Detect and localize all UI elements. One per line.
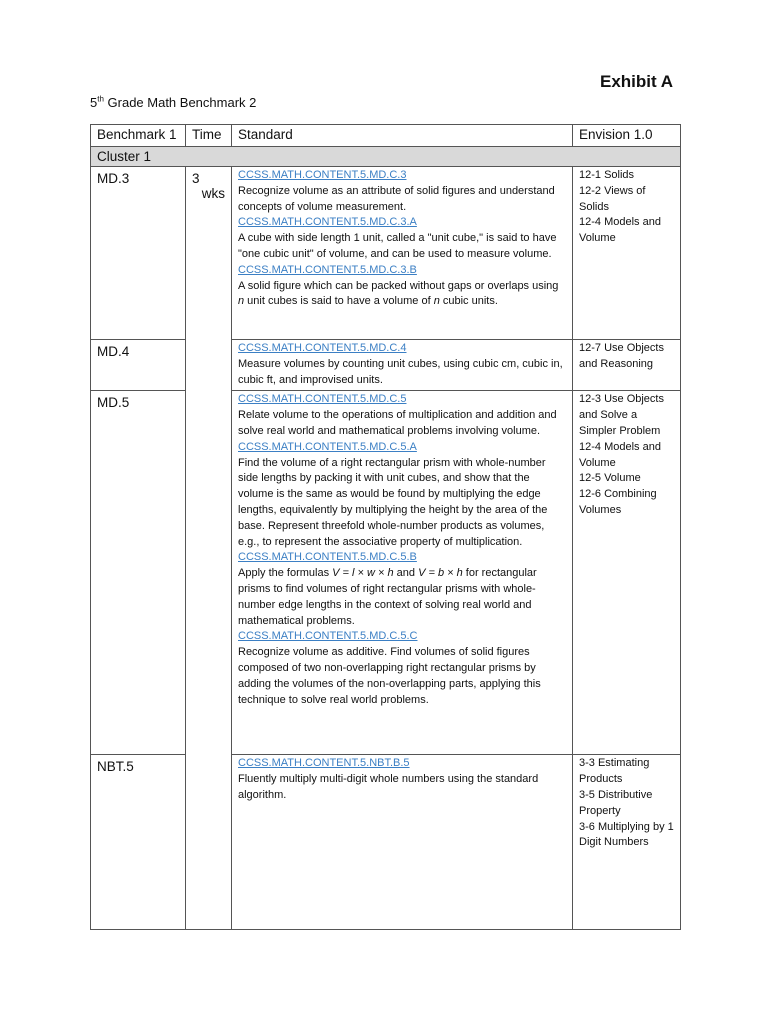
envision-lesson: 12-2 Views of Solids	[579, 184, 646, 213]
envision-lesson: 12-6 Combining Volumes	[579, 488, 657, 516]
italic-variable: n	[238, 295, 245, 308]
formula: V = l × w × h	[332, 567, 394, 580]
standard-text: Relate volume to the operations of multiplication and addition and solve real world and mathematical problems involving volume.	[238, 409, 557, 437]
cluster-row	[91, 147, 681, 167]
text-part: Apply the formulas	[238, 567, 333, 580]
standard-link[interactable]: CCSS.MATH.CONTENT.5.MD.C.5.C	[238, 630, 418, 643]
standard-text	[238, 279, 566, 311]
envision-cell	[573, 167, 681, 340]
standard-link[interactable]: CCSS.MATH.CONTENT.5.MD.C.5	[238, 393, 407, 406]
standard-link[interactable]: CCSS.MATH.CONTENT.5.MD.C.4	[238, 342, 407, 354]
envision-lesson: 3-3 Estimating Products	[579, 757, 650, 786]
formula: V = b × h	[418, 567, 463, 580]
standard-text: Measure volumes by counting unit cubes, using cubic cm, cubic in, cubic ft, and improvised units.	[238, 357, 563, 386]
standard-link[interactable]: CCSS.MATH.CONTENT.5.MD.C.3.B	[238, 263, 417, 276]
benchmark-cell: MD.3	[91, 167, 186, 340]
text-part: A solid figure which can be packed without gaps or overlaps using	[238, 279, 559, 292]
standard-text: Recognize volume as an attribute of solid figures and understand concepts of volume measurement.	[238, 184, 555, 213]
standard-link[interactable]: CCSS.MATH.CONTENT.5.MD.C.3.A	[238, 216, 417, 229]
envision-lesson: 12-4 Models and Volume	[579, 440, 661, 469]
standard-text: Fluently multiply multi-digit whole numbers using the standard algorithm.	[238, 773, 539, 801]
table-row	[91, 340, 681, 391]
standard-cell	[232, 340, 573, 391]
table-row	[91, 755, 681, 930]
time-number: 3	[192, 171, 200, 186]
standard-link[interactable]: CCSS.MATH.CONTENT.5.NBT.B.5	[238, 757, 410, 770]
header-benchmark: Benchmark 1	[91, 125, 186, 147]
text-part: cubic units.	[439, 295, 498, 308]
cluster-label: Cluster 1	[91, 147, 681, 167]
document-title	[90, 95, 256, 110]
title-ordinal: th	[97, 94, 104, 104]
envision-cell	[573, 755, 681, 930]
envision-lesson: 12-3 Use Objects and Solve a Simpler Problem	[579, 393, 664, 437]
standard-cell	[232, 391, 573, 755]
header-standard: Standard	[232, 125, 573, 147]
standard-text: A cube with side length 1 unit, called a "unit cube," is said to have "one cubic unit" of volume, and can be used to measure volume.	[238, 232, 557, 260]
table-row	[91, 167, 681, 340]
benchmark-table	[90, 124, 681, 930]
text-part: unit cubes is said to have a volume of	[244, 295, 434, 308]
italic-variable: n	[433, 295, 440, 308]
envision-lesson: 12-1 Solids	[579, 169, 635, 181]
standard-link[interactable]: CCSS.MATH.CONTENT.5.MD.C.5.B	[238, 551, 417, 564]
standard-cell	[232, 755, 573, 930]
standard-text: Recognize volume as additive. Find volumes of solid figures composed of two non-overlapping right rectangular prisms by adding the volumes of the non-overlapping parts, applying this technique to solve real world problems.	[238, 646, 541, 706]
standard-cell	[232, 167, 573, 340]
time-unit: wks	[201, 186, 225, 201]
title-text: Grade Math Benchmark 2	[103, 95, 257, 110]
standard-text	[238, 566, 566, 629]
title-grade-number: 5	[90, 95, 98, 110]
standard-link[interactable]: CCSS.MATH.CONTENT.5.MD.C.5.A	[238, 440, 417, 453]
envision-lesson: 12-7 Use Objects and Reasoning	[579, 342, 664, 370]
exhibit-label: Exhibit A	[600, 72, 674, 91]
benchmark-cell: MD.4	[91, 340, 186, 391]
header-time: Time	[186, 125, 232, 147]
text-part: and	[393, 567, 419, 580]
table-row	[91, 391, 681, 755]
benchmark-cell: MD.5	[91, 391, 186, 755]
text-part: for rectangular prisms to find volumes of right rectangular prisms with whole-number edge lengths in the context of solving real world and mathematical problems.	[238, 567, 537, 627]
table-header-row	[91, 125, 681, 147]
time-cell	[186, 167, 232, 930]
envision-lesson: 12-5 Volume	[579, 472, 641, 485]
standard-link[interactable]: CCSS.MATH.CONTENT.5.MD.C.3	[238, 169, 407, 181]
standard-text: Find the volume of a right rectangular prism with whole-number side lengths by packing it with unit cubes, and show that the volume is the same as would be found by multiplying the edge lengths, equivalently by multiplying the height by the area of the base. Represent threefold whole-number products as volumes, e.g., to represent the associative property of multiplication.	[238, 456, 548, 548]
envision-lesson: 12-4 Models and Volume	[579, 216, 661, 245]
envision-cell	[573, 340, 681, 391]
envision-cell	[573, 391, 681, 755]
header-envision: Envision 1.0	[573, 125, 681, 147]
benchmark-cell: NBT.5	[91, 755, 186, 930]
envision-lesson: 3-6 Multiplying by 1 Digit Numbers	[579, 820, 674, 849]
envision-lesson: 3-5 Distributive Property	[579, 788, 653, 817]
